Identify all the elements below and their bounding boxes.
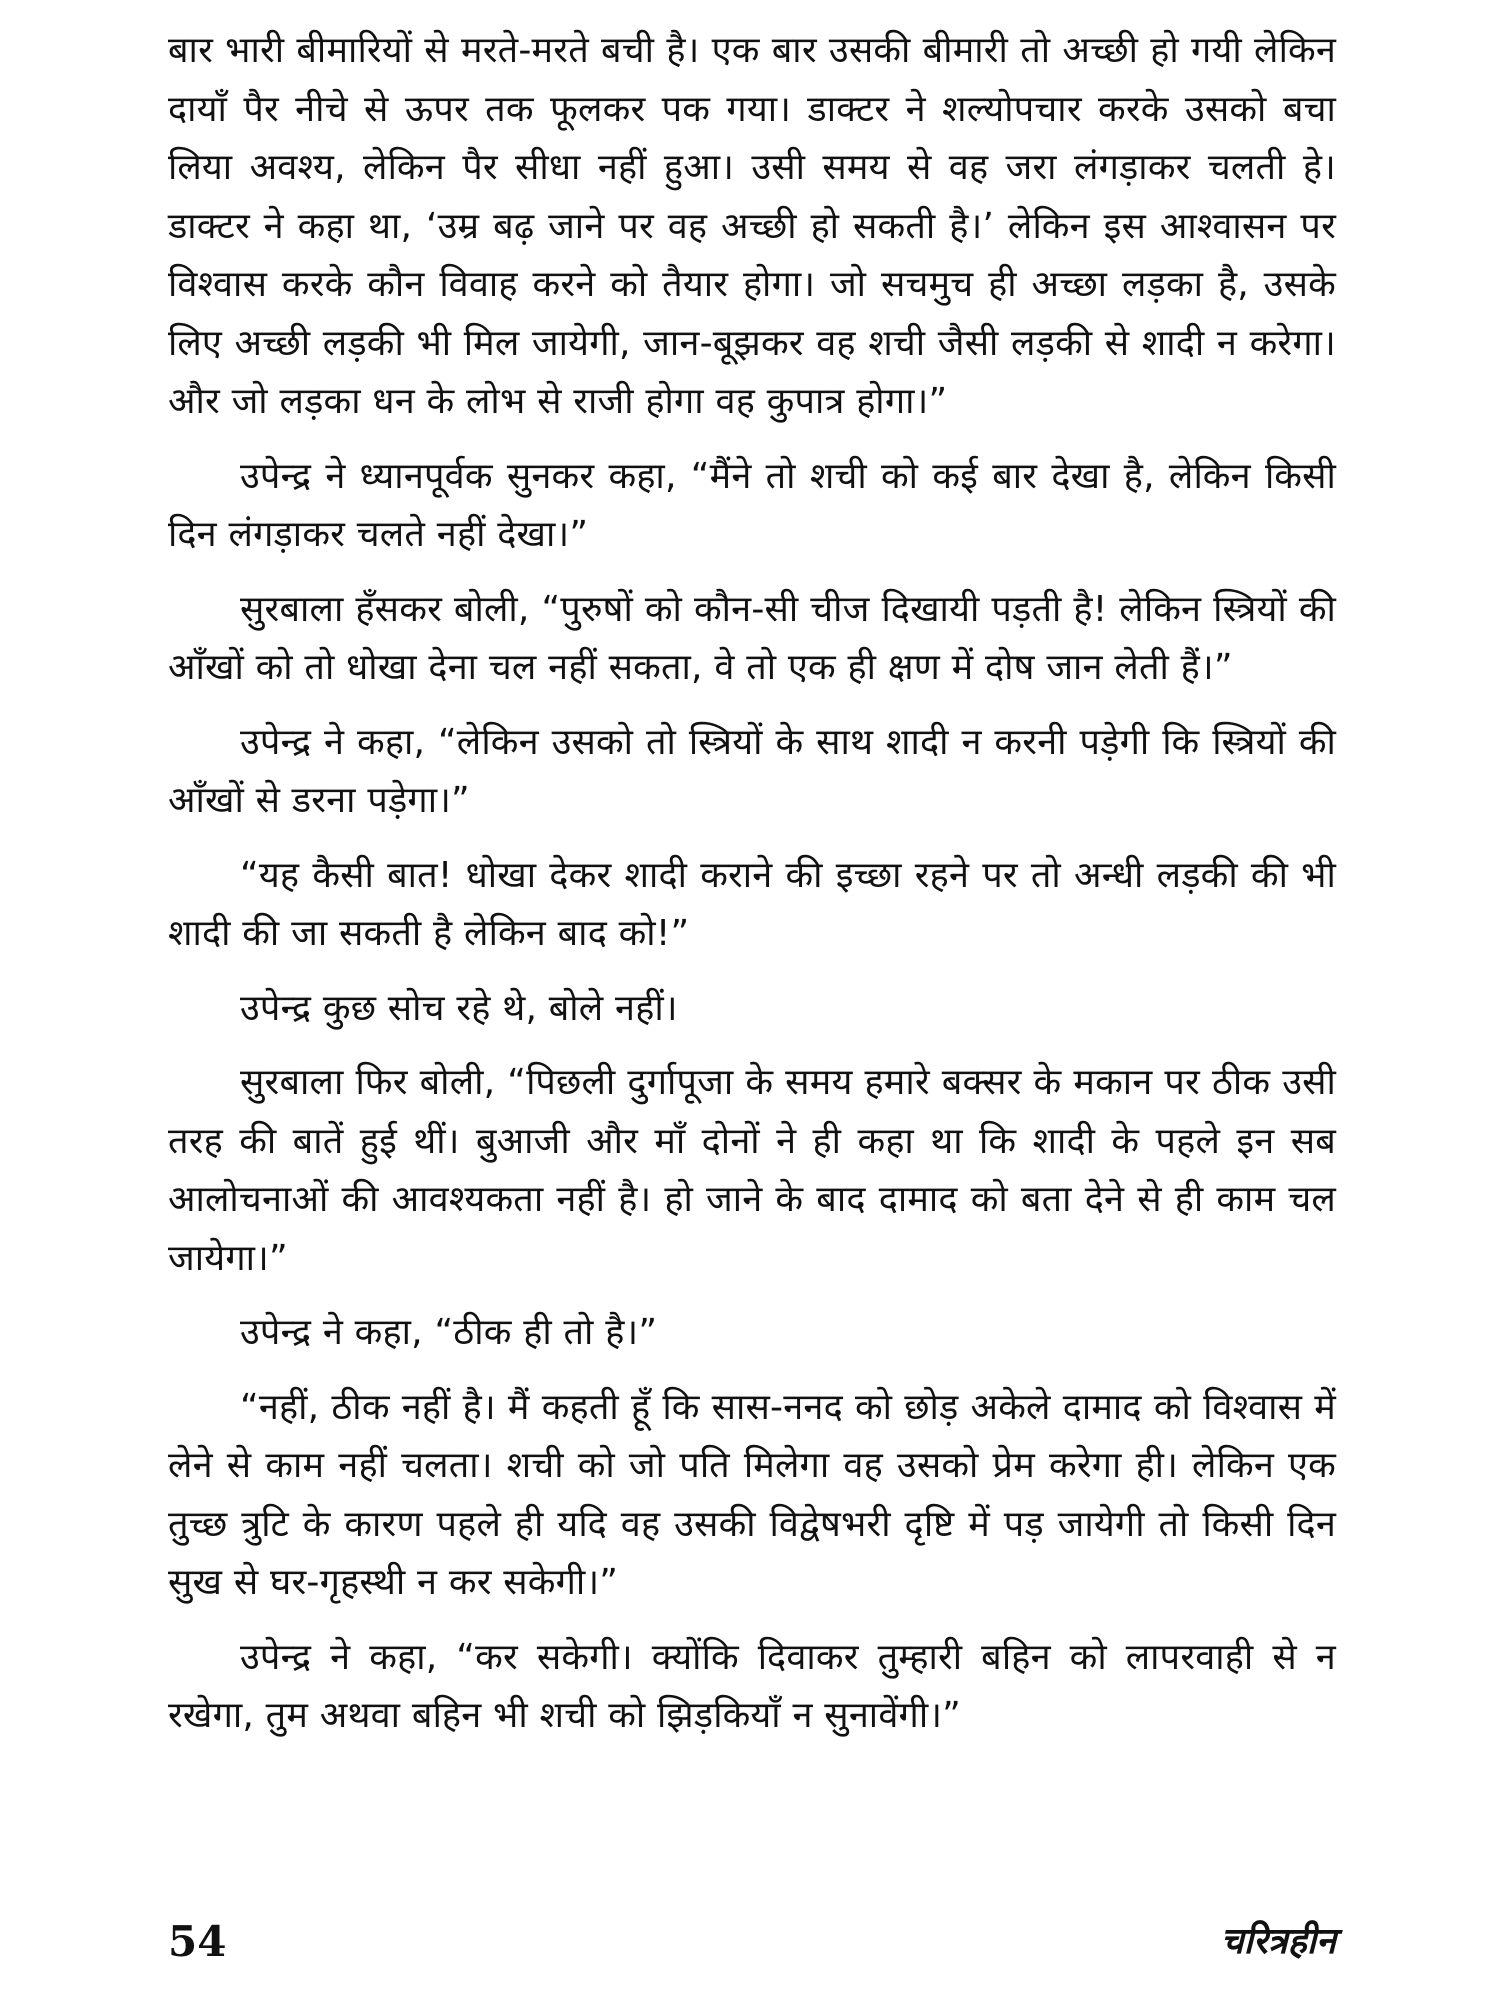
page-footer [168,1912,1336,1972]
page-number: 54 [168,1917,227,1966]
page-body [168,22,1336,1762]
paragraph-8: उपेन्द्र ने कहा, “ठीक ही तो है।” [240,1312,658,1353]
running-title: चरित्रहीन [1220,1921,1336,1962]
paragraph-6: उपेन्द्र कुछ सोच रहे थे, बोले नहीं। [240,987,678,1029]
paragraph-3: सुरबाला हँसकर बोली, “पुरुषों को कौन-सी चीज दिखायी पड़ती है! लेकिन स्त्रियों की आँखों को तो धोखा देना चल नहीं सकता, वे तो एक ही क्षण में दोष जान लेती हैं।” [168,588,1336,688]
paragraph-9: “नहीं, ठीक नहीं है। मैं कहती हूँ कि सास-ननद को छोड़ अकेले दामाद को विश्वास में लेने से काम नहीं चलता। शची को जो पति मिलेगा वह उसको प्रेम करेगा ही। लेकिन एक तुच्छ त्रुटि के कारण पहले ही यदि वह उसकी विद्वेषभरी दृष्टि में पड़ जायेगी तो किसी दिन सुख से घर-गृहस्थी न कर सकेगी।” [168,1386,1336,1603]
paragraph-1: बार भारी बीमारियों से मरते-मरते बची है। एक बार उसकी बीमारी तो अच्छी हो गयी लेकिन दायाँ पैर नीचे से ऊपर तक फूलकर पक गया। डाक्टर ने शल्योपचार करके उसको बचा लिया अवश्य, लेकिन पैर सीधा नहीं हुआ। उसी समय से वह जरा लंगड़ाकर चलती हे। डाक्टर ने कहा था, ‘उम्र बढ़ जाने पर वह अच्छी हो सकती है।’ लेकिन इस आश्वासन पर विश्वास करके कौन विवाह करने को तैयार होगा। जो सचमुच ही अच्छा लड़का है, उसके लिए अच्छी लड़की भी मिल जायेगी, जान-बूझकर वह शची जैसी लड़की से शादी न करेगा। और जो लड़का धन के लोभ से राजी होगा वह कुपात्र होगा।” [168,30,1336,422]
paragraph-2: उपेन्द्र ने ध्यानपूर्वक सुनकर कहा, “मैंने तो शची को कई बार देखा है, लेकिन किसी दिन लंगड़ाकर चलते नहीं देखा।” [168,455,1336,555]
paragraph-7: सुरबाला फिर बोली, “पिछली दुर्गापूजा के समय हमारे बक्सर के मकान पर ठीक उसी तरह की बातें हुई थीं। बुआजी और माँ दोनों ने ही कहा था कि शादी के पहले इन सब आलोचनाओं की आवश्यकता नहीं है। हो जाने के बाद दामाद को बता देने से ही काम चल जायेगा।” [168,1062,1336,1279]
paragraph-5: “यह कैसी बात! धोखा देकर शादी कराने की इच्छा रहने पर तो अन्धी लड़की की भी शादी की जा सकती है लेकिन बाद को!” [168,854,1336,954]
paragraph-10: उपेन्द्र ने कहा, “कर सकेगी। क्योंकि दिवाकर तुम्हारी बहिन को लापरवाही से न रखेगा, तुम अथवा बहिन भी शची को झिड़कियाँ न सुनावेंगी।” [168,1636,1336,1736]
paragraph-4: उपेन्द्र ने कहा, “लेकिन उसको तो स्त्रियों के साथ शादी न करनी पड़ेगी कि स्त्रियों की आँखों से डरना पड़ेगा।” [168,721,1336,821]
